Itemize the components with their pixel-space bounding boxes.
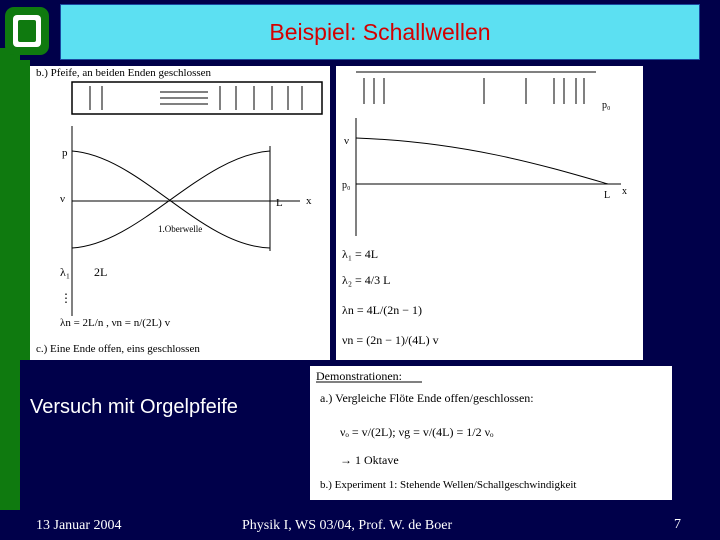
svg-text:λn = 4L/(2n − 1): λn = 4L/(2n − 1) [342, 303, 423, 317]
svg-text:c.) Eine Ende offen, eins ges: c.) Eine Ende offen, eins geschlossen [36, 343, 200, 355]
svg-text:ν: ν [344, 135, 349, 147]
svg-text:λn = 2L/n , νn = n/(2L) v: λn = 2L/n , νn = n/(2L) v [60, 317, 171, 329]
footer-date: 13 Januar 2004 [36, 518, 122, 533]
svg-text:ν: ν [60, 193, 65, 205]
figure-heading-b: b.) Pfeife, an beiden Enden geschlossen [36, 67, 212, 79]
svg-text:x: x [306, 195, 312, 207]
svg-text:λ₁ = 4L: λ₁ = 4L [342, 247, 379, 261]
demo-result: → 1 Oktave [340, 453, 399, 467]
svg-text:p₀: p₀ [342, 180, 351, 191]
demo-item-a: a.) Vergleiche Flöte Ende offen/geschlossen: [320, 391, 534, 405]
svg-text:1.Oberwelle: 1.Oberwelle [158, 224, 203, 234]
left-accent-bar [0, 48, 20, 510]
svg-text:λ₁: λ₁ [60, 265, 71, 279]
svg-text:2L: 2L [94, 265, 108, 279]
figure-closed-pipe [30, 66, 330, 360]
left-accent-strip [20, 60, 30, 360]
figure-open-closed-pipe [336, 66, 643, 360]
footer-course: Physik I, WS 03/04, Prof. W. de Boer [242, 518, 453, 533]
svg-text:λ₂ = 4/3 L: λ₂ = 4/3 L [342, 273, 391, 287]
page-number: 7 [674, 517, 681, 532]
svg-text:L: L [604, 190, 611, 201]
svg-text:νn = (2n − 1)/(4L) v: νn = (2n − 1)/(4L) v [342, 333, 439, 347]
svg-text:⋮: ⋮ [60, 291, 72, 305]
university-logo [2, 4, 52, 58]
slide-title: Beispiel: Schallwellen [60, 4, 700, 60]
slide-subtitle: Versuch mit Orgelpfeife [30, 396, 238, 418]
demo-item-b: b.) Experiment 1: Stehende Wellen/Schallgeschwindigkeit [320, 479, 577, 491]
demo-heading: Demonstrationen: [316, 369, 402, 383]
demo-formula: νₒ = v/(2L); νg = v/(4L) = 1/2 νₒ [340, 425, 494, 439]
svg-text:x: x [622, 186, 627, 197]
demonstration-box [310, 366, 672, 500]
svg-text:p: p [62, 147, 68, 159]
svg-text:L: L [276, 197, 283, 209]
svg-text:p₀: p₀ [602, 100, 611, 111]
